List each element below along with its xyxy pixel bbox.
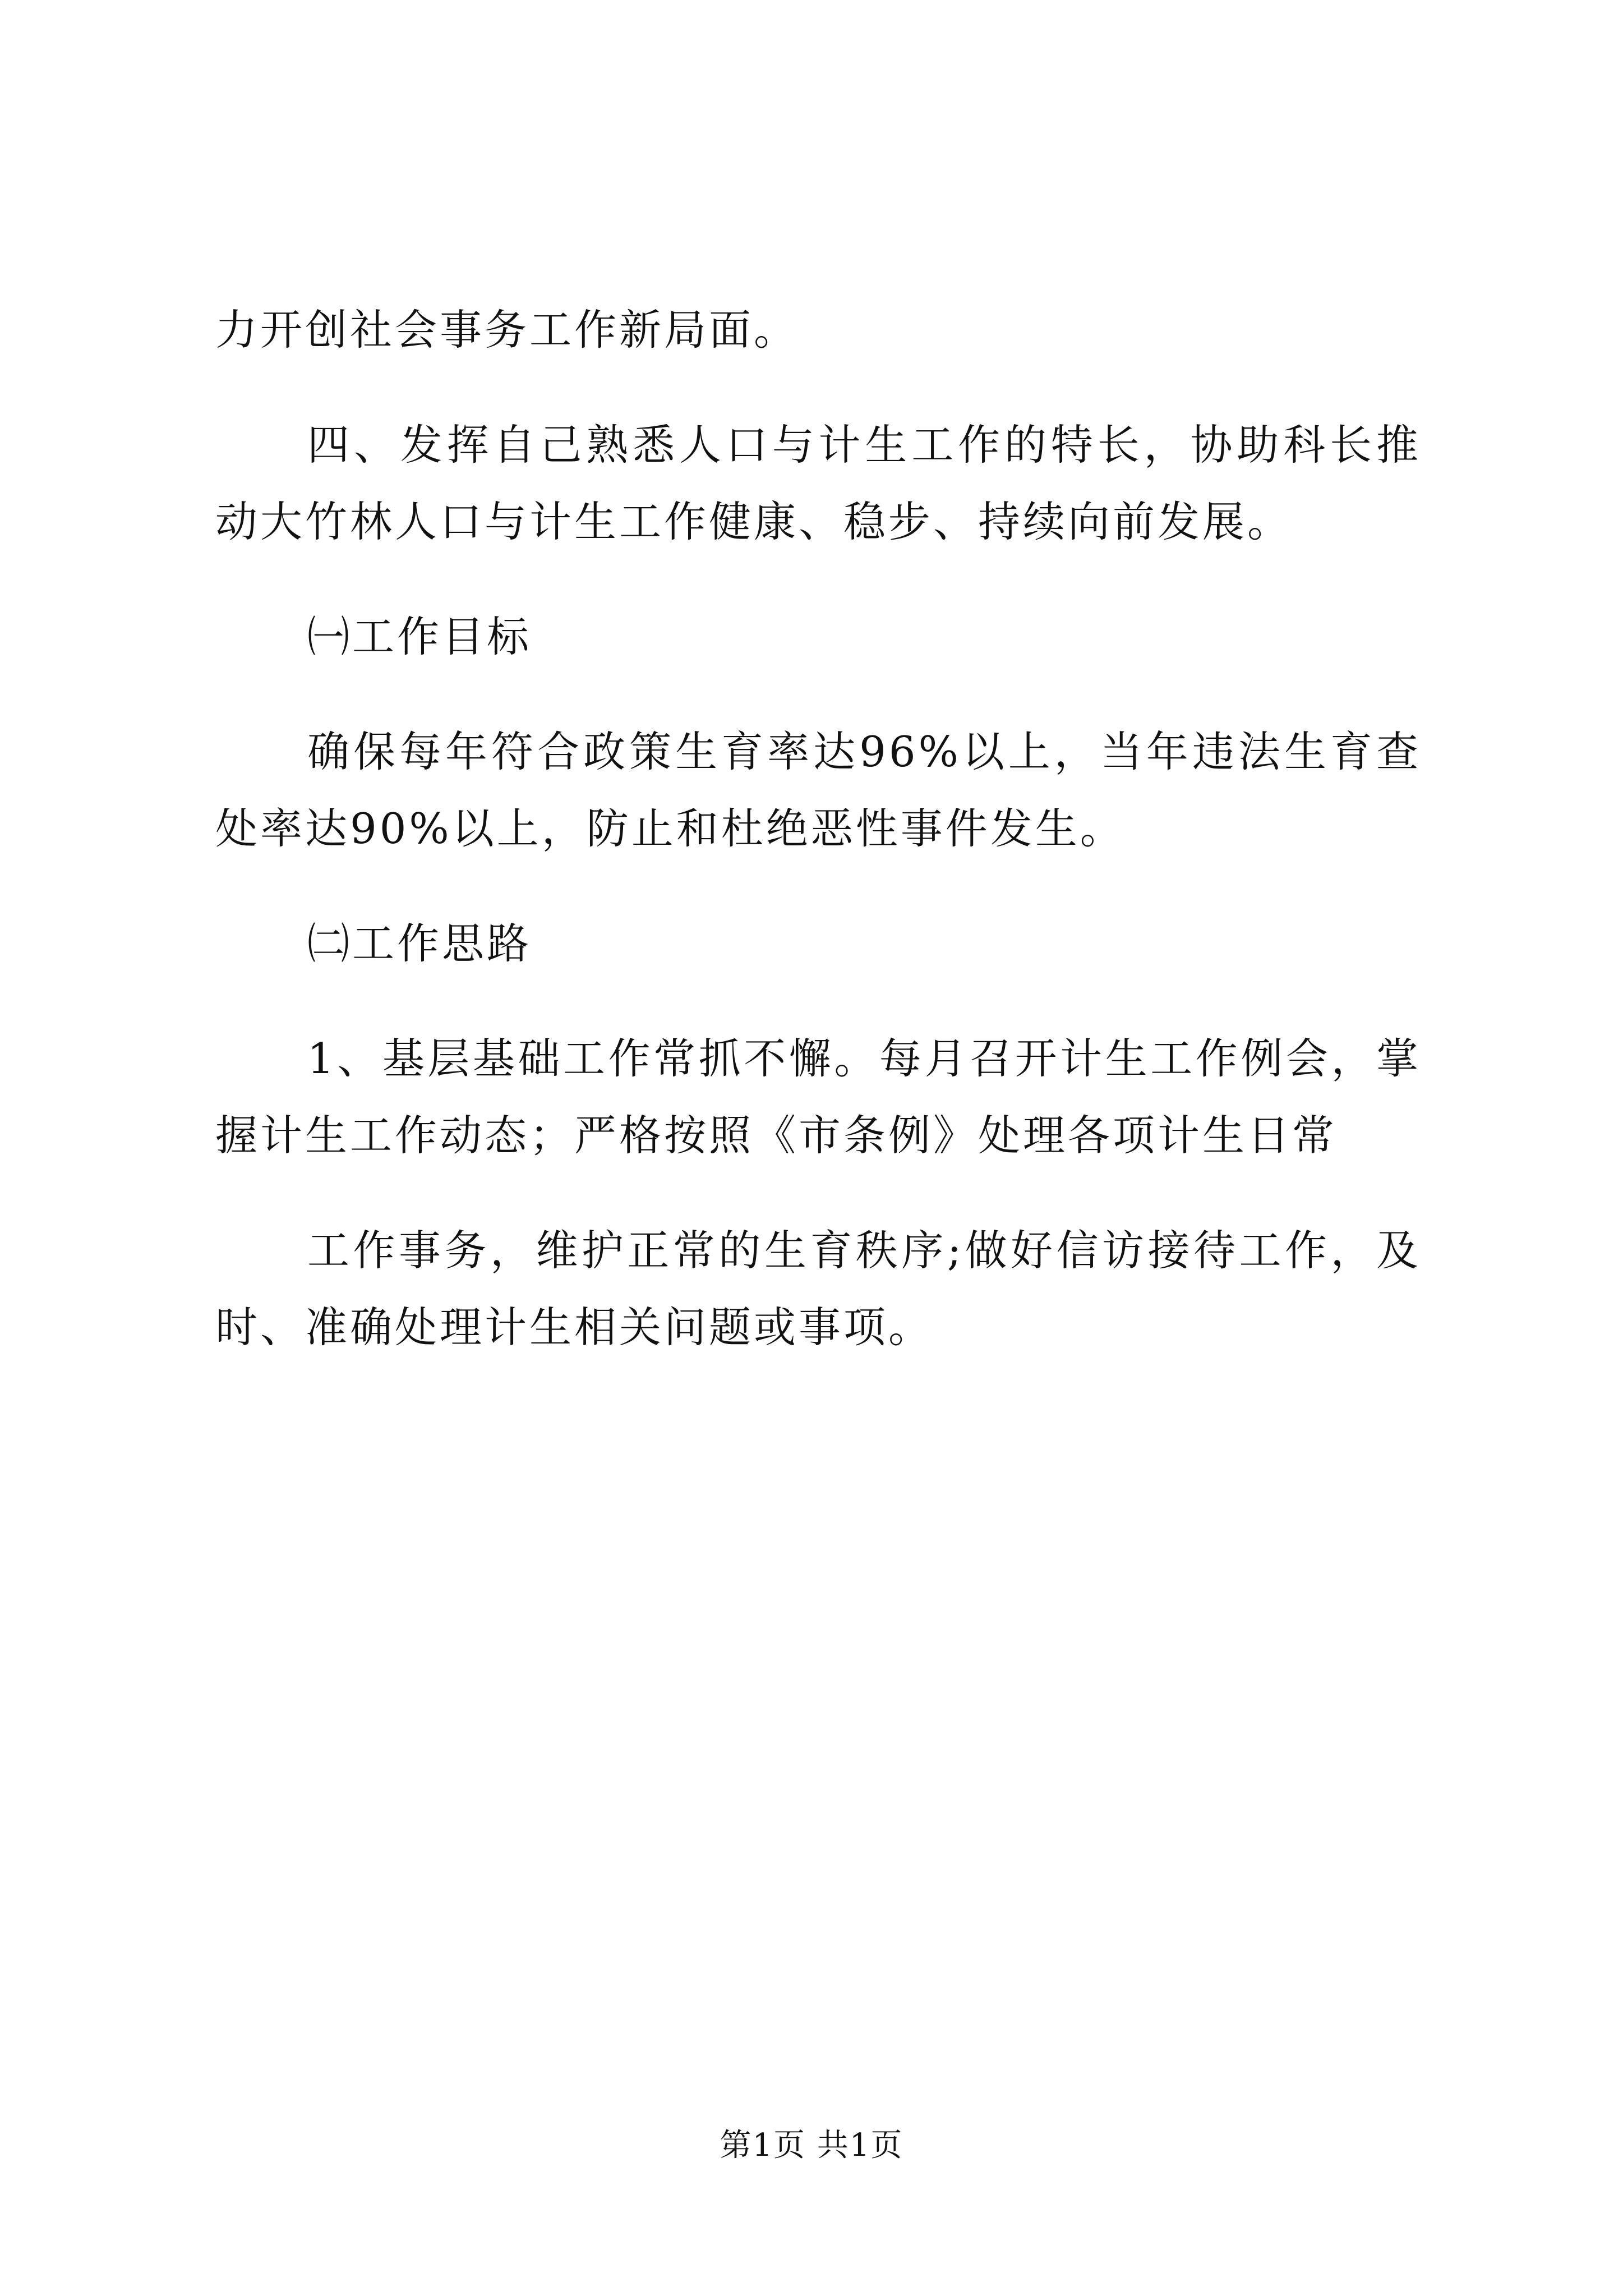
paragraph-work-affairs: 工作事务，维护正常的生育秩序;做好信访接待工作，及时、准确处理计生相关问题或事项。 bbox=[215, 1226, 1421, 1352]
paragraph-continuation: 力开创社会事务工作新局面。 bbox=[215, 305, 799, 355]
heading-work-goals: ㈠工作目标 bbox=[307, 612, 532, 661]
paragraph-section-four: 四、发挥自己熟悉人口与计生工作的特长，协助科长推动大竹林人口与计生工作健康、稳步、持续向前发展。 bbox=[215, 420, 1421, 546]
heading-work-ideas: ㈡工作思路 bbox=[307, 919, 532, 968]
page-footer: 第1页 共1页 bbox=[720, 2127, 903, 2164]
paragraph-work-goals: 确保每年符合政策生育率达96%以上，当年违法生育查处率达90%以上，防止和杜绝恶性事件发生。 bbox=[215, 727, 1421, 853]
document-body bbox=[215, 292, 1421, 1404]
paragraph-grassroots-work: 1、基层基础工作常抓不懈。每月召开计生工作例会，掌握计生工作动态；严格按照《市条例》处理各项计生日常 bbox=[215, 1034, 1421, 1160]
